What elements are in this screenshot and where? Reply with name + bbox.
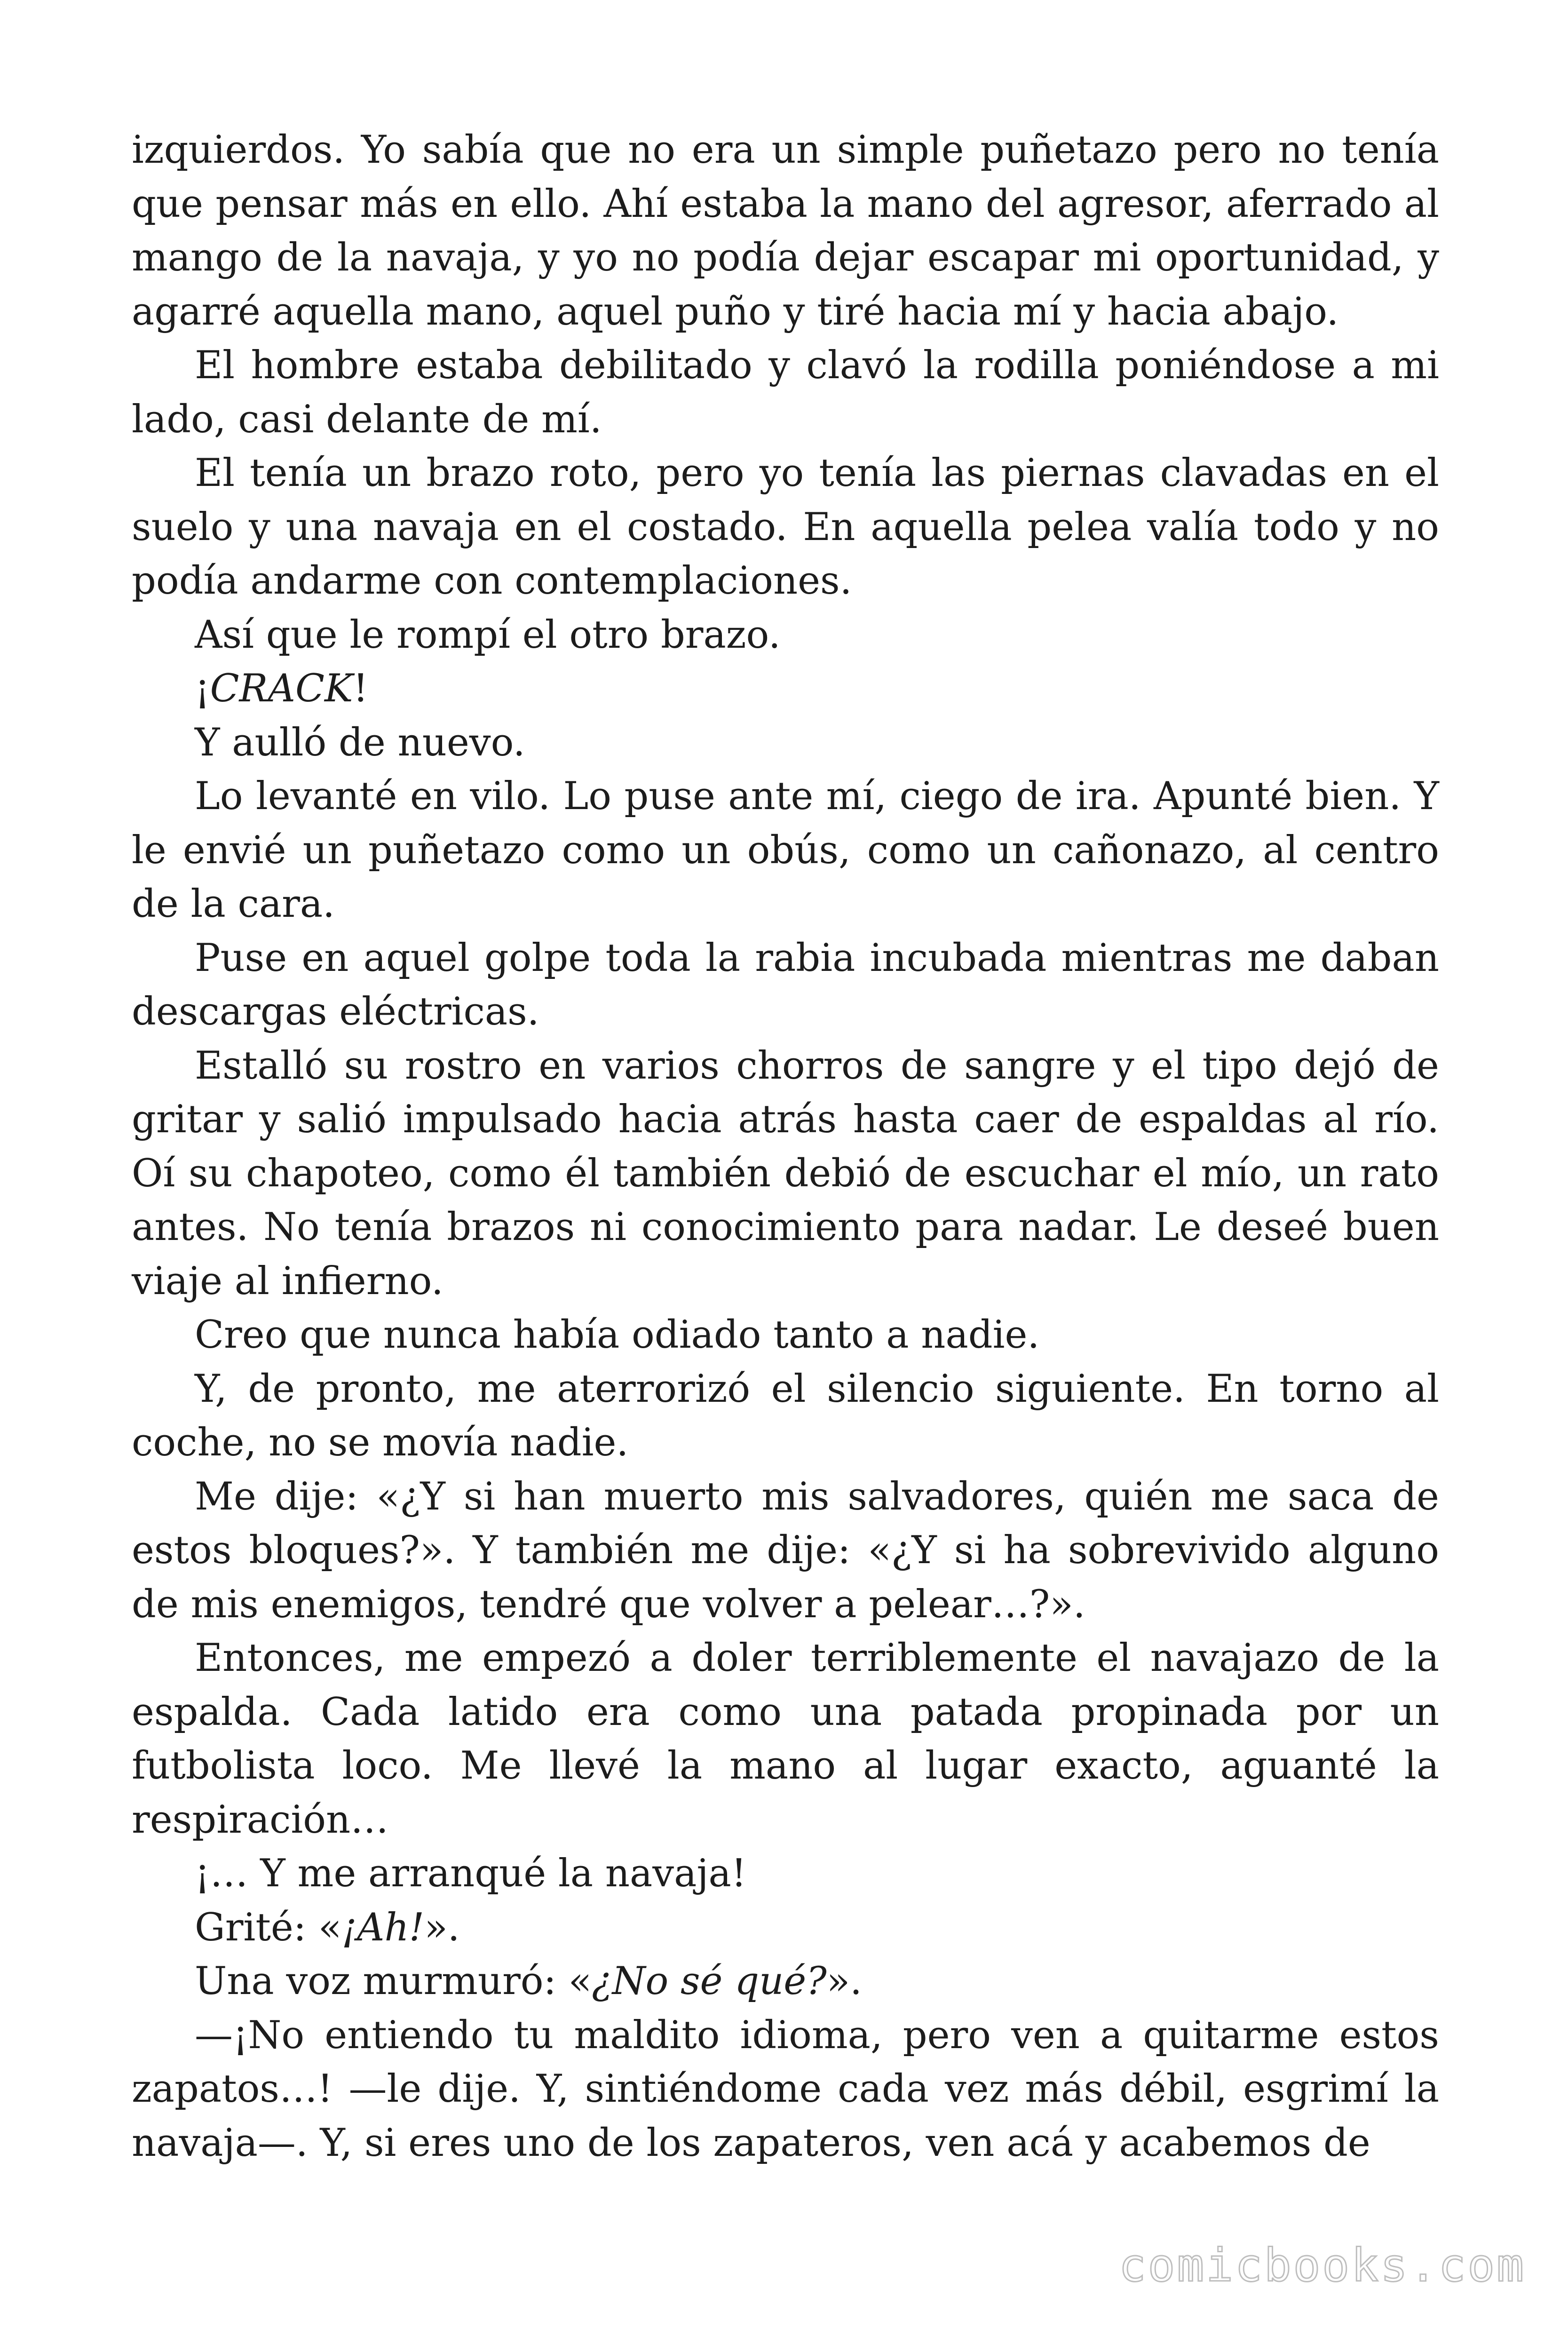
paragraph-13: Entonces, me empezó a doler terriblemente el navajazo de la espalda. Cada latido era como una patada propinada por un futbolista loco. Me llevé la mano al lugar exacto, aguanté la respiración…: [132, 1636, 1439, 1842]
paragraph-10: Creo que nunca había odiado tanto a nadie.: [195, 1313, 1040, 1357]
paragraph-6: Y aulló de nuevo.: [195, 720, 525, 765]
paragraph-1: izquierdos. Yo sabía que no era un simple puñetazo pero no tenía que pensar más en ello. Ahí estaba la mano del agresor, aferrado al mango de la navaja, y yo no podía dejar escapar mi oportunidad, y agarré aquella mano, aquel puño y tiré hacia mí y hacia abajo.: [132, 128, 1439, 334]
page-text: [132, 123, 1439, 2170]
paragraph-16: Una voz murmuró: «¿No sé qué?».: [195, 1959, 862, 2003]
paragraph-2: El hombre estaba debilitado y clavó la rodilla poniéndose a mi lado, casi delante de mí.: [132, 343, 1439, 442]
paragraph-4: Así que le rompí el otro brazo.: [195, 612, 781, 657]
paragraph-17: —¡No entiendo tu maldito idioma, pero ven a quitarme estos zapatos…! —le dije. Y, sintiéndome cada vez más débil, esgrimí la navaja—. Y, si eres uno de los zapateros, ven acá y acabemos de: [132, 2013, 1439, 2165]
paragraph-15: Grité: «¡Ah!».: [195, 1905, 460, 1950]
paragraph-8: Puse en aquel golpe toda la rabia incubada mientras me daban descargas eléctricas.: [132, 936, 1439, 1034]
paragraph-7: Lo levanté en vilo. Lo puse ante mí, ciego de ira. Apunté bien. Y le envié un puñetazo como un obús, como un cañonazo, al centro de la cara.: [132, 774, 1439, 926]
paragraph-3: El tenía un brazo roto, pero yo tenía las piernas clavadas en el suelo y una navaja en el costado. En aquella pelea valía todo y no podía andarme con contemplaciones.: [132, 451, 1439, 603]
paragraph-9: Estalló su rostro en varios chorros de sangre y el tipo dejó de gritar y salió impulsado hacia atrás hasta caer de espaldas al río. Oí su chapoteo, como él también debió de escuchar el mío, un rato antes. No tenía brazos ni conocimiento para nadar. Le deseé buen viaje al infierno.: [132, 1043, 1439, 1303]
paragraph-14: ¡… Y me arranqué la navaja!: [195, 1851, 747, 1896]
paragraph-12: Me dije: «¿Y si han muerto mis salvadores, quién me saca de estos bloques?». Y también me dije: «¿Y si ha sobrevivido alguno de mis enemigos, tendré que volver a pelear…?».: [132, 1474, 1439, 1627]
italic-no-se-que: ¿No sé qué?: [592, 1959, 827, 2003]
paragraph-11: Y, de pronto, me aterrorizó el silencio siguiente. En torno al coche, no se movía nadie.: [132, 1367, 1439, 1465]
watermark: comicbooks.com: [1118, 2239, 1526, 2292]
paragraph-5: ¡CRACK!: [195, 667, 369, 711]
italic-ah: ¡Ah!: [341, 1905, 425, 1950]
italic-crack: CRACK: [210, 667, 353, 711]
